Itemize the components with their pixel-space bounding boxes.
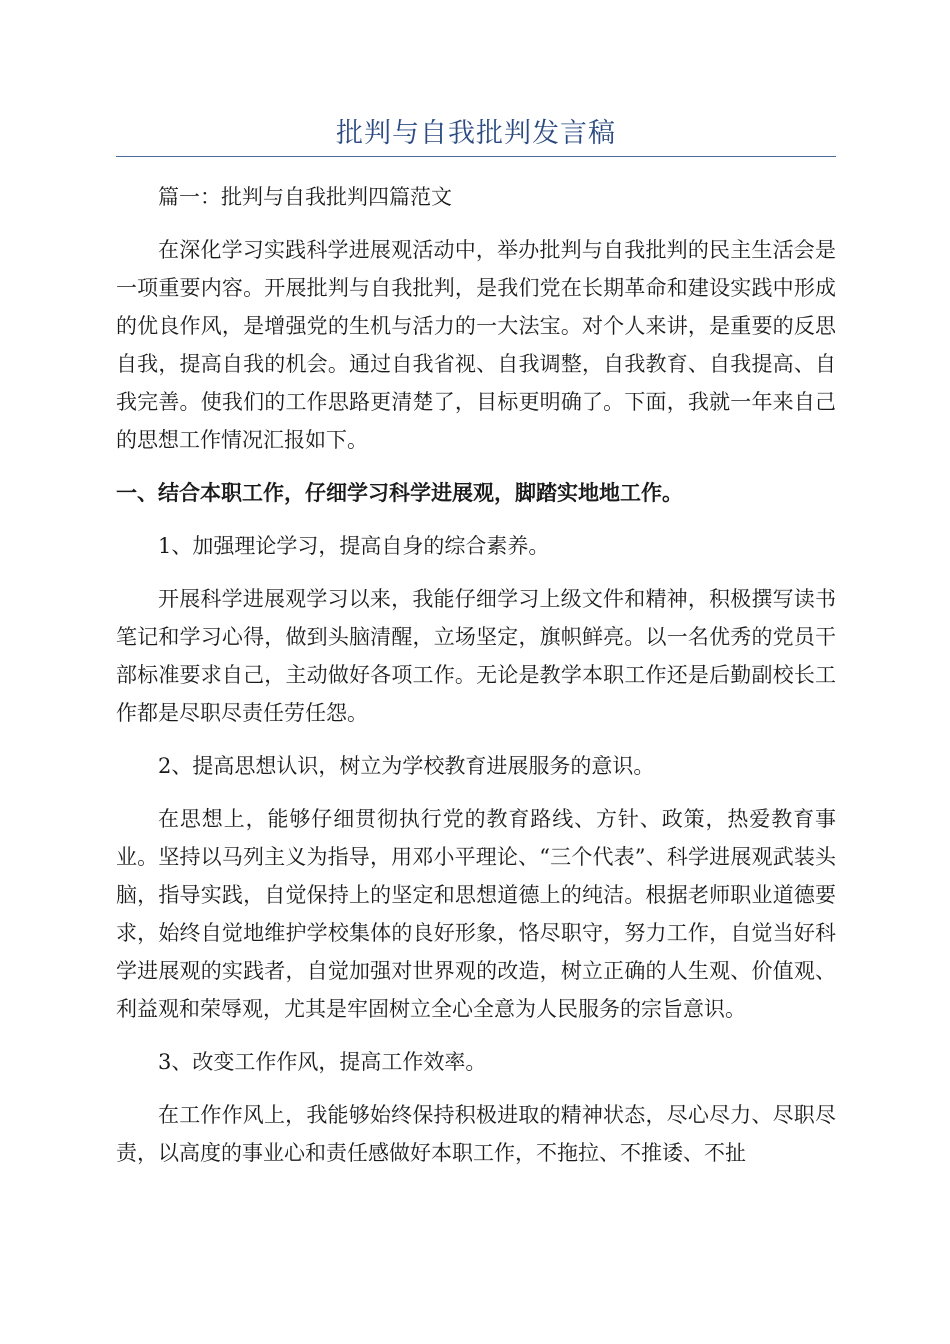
- document-title: 批判与自我批判发言稿: [336, 118, 616, 149]
- body-paragraph: 在深化学习实践科学进展观活动中，举办批判与自我批判的民主生活会是一项重要内容。开展批判与自我批判，是我们党在长期革命和建设实践中形成的优良作风，是增强党的生机与活力的一大法宝。对个人来讲，是重要的反思自我，提高自我的机会。通过自我省视、自我调整，自我教育、自我提高、自我完善。使我们的工作思路更清楚了，目标更明确了。下面，我就一年来自己的思想工作情况汇报如下。: [116, 238, 836, 452]
- subsection-heading: 2、提高思想认识，树立为学校教育进展服务的意识。: [158, 754, 655, 778]
- body-paragraph: 开展科学进展观学习以来，我能仔细学习上级文件和精神，积极撰写读书笔记和学习心得，做到头脑清醒，立场坚定，旗帜鲜亮。以一名优秀的党员干部标准要求自己，主动做好各项工作。无论是教学本职工作还是后勤副校长工作都是尽职尽责任劳任怨。: [116, 587, 836, 725]
- title-bar: [116, 112, 836, 157]
- body-paragraph: 在工作作风上，我能够始终保持积极进取的精神状态，尽心尽力、尽职尽责，以高度的事业心和责任感做好本职工作，不拖拉、不推诿、不扯: [116, 1103, 836, 1165]
- subsection-heading: 3、改变工作作风，提高工作效率。: [158, 1050, 487, 1074]
- section-subtitle: 篇一：批判与自我批判四篇范文: [158, 185, 452, 209]
- document-body: [116, 178, 836, 1187]
- body-paragraph: 在思想上，能够仔细贯彻执行党的教育路线、方针、政策，热爱教育事业。坚持以马列主义为指导，用邓小平理论、“三个代表”、科学进展观武装头脑，指导实践，自觉保持上的坚定和思想道德上的纯洁。根据老师职业道德要求，始终自觉地维护学校集体的良好形象，恪尽职守，努力工作，自觉当好科学进展观的实践者，自觉加强对世界观的改造，树立正确的人生观、价值观、利益观和荣辱观，尤其是牢固树立全心全意为人民服务的宗旨意识。: [116, 807, 836, 1021]
- section-heading: 一、结合本职工作，仔细学习科学进展观，脚踏实地地工作。: [116, 480, 683, 505]
- subsection-heading: 1、加强理论学习，提高自身的综合素养。: [158, 534, 550, 558]
